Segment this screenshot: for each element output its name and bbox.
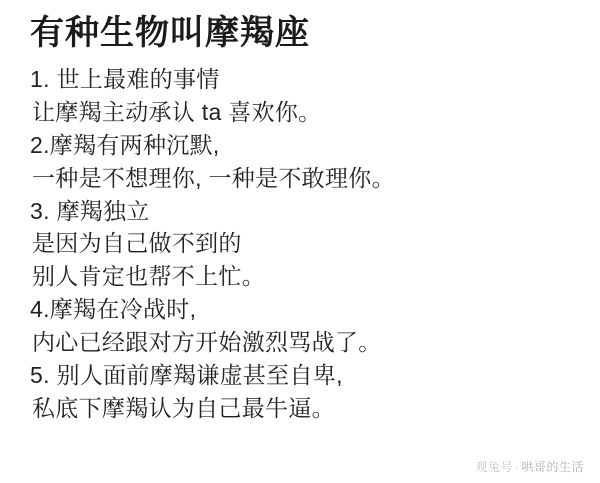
watermark: [475, 458, 584, 475]
text-line: 4.摩羯在冷战时,: [30, 296, 197, 323]
text-line: 私底下摩羯认为自己最牛逼。: [32, 394, 335, 421]
text-line: 2.摩羯有两种沉默,: [30, 131, 220, 158]
text-line: 让摩羯主动承认 ta 喜欢你。: [32, 98, 322, 125]
text-line: 3. 摩羯独立: [30, 197, 150, 224]
text-line: 是因为自己做不到的: [32, 230, 242, 257]
watermark-brand: 观兔号: [475, 460, 513, 474]
text-line: 别人肯定也帮不上忙。: [32, 263, 265, 290]
watermark-separator: ·: [514, 460, 520, 474]
watermark-username: 哄哥的生活: [521, 460, 584, 474]
text-line: 一种是不想理你, 一种是不敢理你。: [32, 164, 395, 191]
text-line: 5. 别人面前摩羯谦虚甚至自卑,: [30, 361, 343, 388]
page-title: 有种生物叫摩羯座: [30, 14, 310, 52]
text-line: 1. 世上最难的事情: [30, 66, 220, 93]
text-body: [30, 63, 578, 425]
text-line: 内心已经跟对方开始激烈骂战了。: [32, 329, 382, 356]
